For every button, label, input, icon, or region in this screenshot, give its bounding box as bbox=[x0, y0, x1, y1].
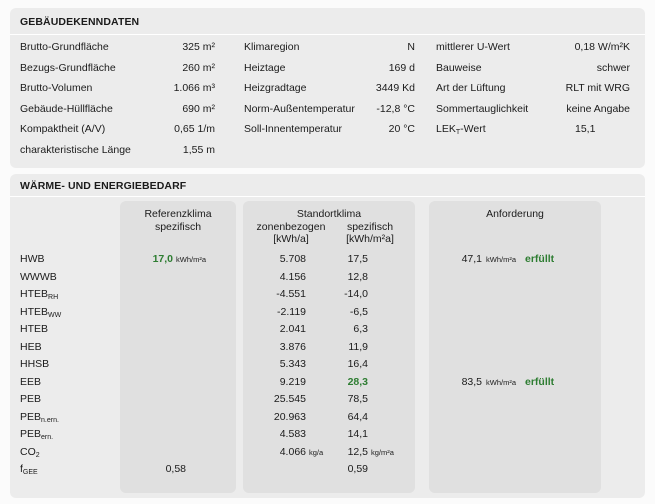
anforderung-value: 83,5 bbox=[461, 375, 482, 388]
zonen-value: 9.219 bbox=[279, 375, 306, 388]
spezifisch-value: 28,3 bbox=[347, 375, 368, 388]
status-badge: erfüllt bbox=[525, 375, 555, 388]
col1-label-3: Gebäude-Hüllfläche bbox=[20, 102, 113, 115]
col1-value-5: 1,55 m bbox=[182, 144, 215, 156]
divider bbox=[10, 34, 645, 35]
col3-value-2: RLT mit WRG bbox=[565, 82, 630, 95]
col2-value-3: -12,8 °C bbox=[376, 102, 415, 115]
col1-value-2: 1.066 m³ bbox=[173, 82, 215, 95]
header-referenzklima: Referenzklima bbox=[144, 208, 212, 220]
col3-label-2: Art der Lüftung bbox=[436, 82, 506, 95]
row-label: $PEB_{ern.}$ bbox=[20, 428, 54, 441]
spezifisch-value: -14,0 bbox=[344, 288, 368, 300]
anforderung-unit: kWh/m²a bbox=[486, 255, 516, 264]
col2-label-3: Norm-Außentemperatur bbox=[244, 102, 355, 115]
header-spezifisch: spezifisch bbox=[346, 221, 394, 233]
header-standortklima: Standortklima bbox=[296, 208, 362, 220]
col2-value-0: N bbox=[407, 41, 415, 53]
zonen-value: 4.066 bbox=[279, 445, 306, 458]
zonen-value: 4.583 bbox=[279, 428, 306, 440]
header-referenz-spezifisch: spezifisch bbox=[154, 221, 202, 233]
col1-value-1: 260 m² bbox=[182, 61, 215, 74]
spezifisch-value: 12,8 bbox=[347, 270, 368, 283]
anforderung-value: 47,1 bbox=[461, 253, 482, 265]
header-zonen-unit: [kWh/a] bbox=[273, 233, 309, 245]
zonen-value: -4.551 bbox=[276, 288, 306, 300]
zonen-value: 20.963 bbox=[273, 410, 306, 423]
referenz-value: 17,0 bbox=[152, 253, 173, 265]
spezifisch-unit: kg/m²a bbox=[371, 447, 394, 457]
col3-label-1: Bauweise bbox=[436, 61, 482, 74]
referenz-value: 0,58 bbox=[165, 463, 186, 475]
row-label: PEB bbox=[20, 393, 42, 405]
zonen-unit: kg/a bbox=[309, 447, 324, 457]
col1-label-0: Brutto-Grundfläche bbox=[20, 41, 109, 53]
col1-value-0: 325 m² bbox=[182, 41, 215, 53]
spezifisch-value: 14,1 bbox=[347, 428, 368, 440]
col3-label-4: $LEK_T$-Wert bbox=[436, 123, 486, 137]
col2-value-1: 169 d bbox=[388, 61, 415, 74]
spezifisch-value: 17,5 bbox=[347, 253, 368, 265]
col3-value-3: keine Angabe bbox=[566, 102, 630, 115]
energiebedarf-panel bbox=[10, 174, 645, 498]
col3-value-4: 15,1 bbox=[575, 123, 596, 136]
row-label: $f_{GEE}$ bbox=[20, 463, 38, 476]
col2-label-0: Klimaregion bbox=[244, 41, 300, 53]
spezifisch-value: -6,5 bbox=[349, 305, 368, 318]
spezifisch-value: 12,5 bbox=[347, 445, 368, 458]
header-zonenbezogen: zonenbezogen bbox=[256, 221, 326, 233]
col2-value-4: 20 °C bbox=[388, 123, 415, 136]
col1-label-4: Kompaktheit (A/V) bbox=[20, 123, 106, 136]
referenz-unit: kWh/m²a bbox=[176, 255, 206, 264]
col1-label-1: Bezugs-Grundfläche bbox=[20, 61, 116, 74]
spezifisch-value: 0,59 bbox=[347, 463, 368, 475]
energiebedarf-title: WÄRME- UND ENERGIEBEDARF bbox=[20, 180, 187, 192]
header-anforderung: Anforderung bbox=[486, 208, 544, 220]
row-label: EEB bbox=[20, 375, 42, 388]
row-label: HHSB bbox=[20, 358, 50, 370]
col2-label-4: Soll-Innentemperatur bbox=[244, 123, 343, 136]
row-label: HWB bbox=[20, 253, 45, 265]
row-label: $HTEB_{WW}$ bbox=[20, 305, 62, 319]
col2-value-2: 3449 Kd bbox=[375, 82, 415, 95]
spezifisch-value: 16,4 bbox=[347, 358, 368, 370]
spezifisch-value: 6,3 bbox=[353, 323, 368, 335]
row-label: WWWB bbox=[20, 270, 57, 283]
divider bbox=[10, 196, 645, 197]
col1-value-3: 690 m² bbox=[182, 102, 215, 115]
col1-value-4: 0,65 1/m bbox=[174, 123, 215, 136]
gebaeudekenndaten-title: GEBÄUDEKENNDATEN bbox=[20, 16, 140, 28]
col3-label-3: Sommertauglichkeit bbox=[436, 102, 529, 115]
referenzklima-column bbox=[120, 201, 236, 493]
spezifisch-value: 78,5 bbox=[347, 393, 368, 405]
col3-value-0: 0,18 W/m²K bbox=[574, 41, 630, 53]
zonen-value: 4.156 bbox=[279, 270, 306, 283]
row-label: $CO_2$ bbox=[20, 445, 40, 459]
col3-value-1: schwer bbox=[596, 61, 630, 74]
zonen-value: 25.545 bbox=[273, 393, 306, 405]
zonen-value: -2.119 bbox=[277, 305, 306, 318]
zonen-value: 3.876 bbox=[279, 340, 306, 353]
zonen-value: 5.343 bbox=[279, 358, 306, 370]
row-label: HEB bbox=[20, 340, 42, 353]
gebaeudekenndaten-panel bbox=[10, 8, 645, 168]
col2-label-2: Heizgradtage bbox=[244, 82, 307, 95]
zonen-value: 5.708 bbox=[279, 253, 306, 265]
status-badge: erfüllt bbox=[525, 253, 555, 265]
anforderung-column bbox=[429, 201, 601, 493]
zonen-value: 2.041 bbox=[279, 323, 306, 335]
anforderung-unit: kWh/m²a bbox=[486, 377, 516, 387]
col3-label-0: mittlerer U-Wert bbox=[436, 41, 510, 53]
row-label: $HTEB_{RH}$ bbox=[20, 288, 59, 301]
header-spez-unit: [kWh/m²a] bbox=[346, 233, 394, 245]
col1-label-2: Brutto-Volumen bbox=[20, 82, 93, 95]
col1-label-5: charakteristische Länge bbox=[20, 144, 131, 156]
row-label: HTEB bbox=[20, 323, 49, 335]
row-label: $PEB_{n.ern.}$ bbox=[20, 410, 59, 424]
spezifisch-value: 11,9 bbox=[348, 340, 368, 353]
spezifisch-value: 64,4 bbox=[347, 410, 368, 423]
col2-label-1: Heiztage bbox=[244, 61, 286, 74]
